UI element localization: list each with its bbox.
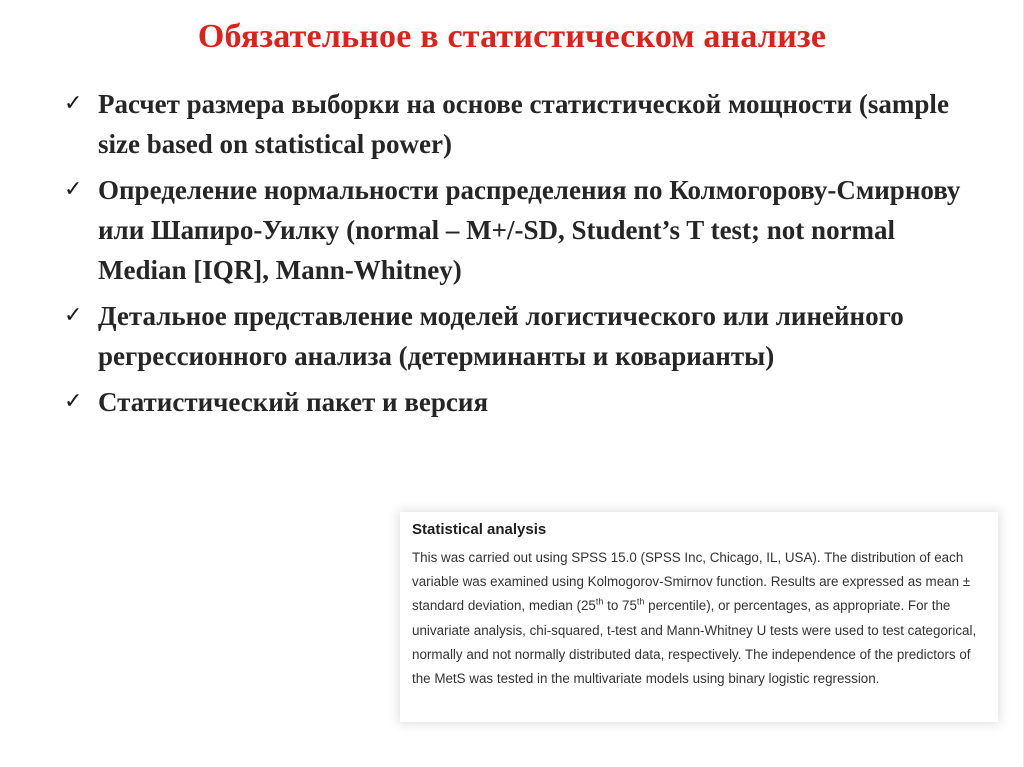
bullet-text: Детальное представление моделей логистического или линейного регрессионного анализа (детерминанты и коварианты) — [98, 301, 904, 371]
checkmark-icon: ✓ — [64, 389, 83, 414]
slide-title: Обязательное в статистическом анализе — [197, 18, 827, 55]
excerpt-text: percentile), or percentages, as appropriate. For the univariate analysis, chi-squared, t-test and Mann-Whitney U tests were used to test categorical, normally and not normally distributed data, respectively. The independence of the predictors of the MetS was tested in the multivariate models using binary logistic regression. — [412, 598, 977, 687]
excerpt-body — [412, 546, 986, 691]
excerpt-text: to 75 — [603, 598, 637, 614]
excerpt-text: This was carried out using SPSS 15.0 (SPSS Inc, Chicago, IL, USA). The distribution of each variable was examined using Kolmogorov-Smirnov function. Results are expressed as mean ± standard deviation, median (25 — [412, 550, 971, 614]
bullet-item — [64, 170, 964, 290]
checkmark-icon: ✓ — [64, 91, 83, 116]
bullet-item — [64, 84, 964, 164]
bullet-item — [64, 296, 964, 376]
bullet-text: Статистический пакет и версия — [98, 387, 489, 417]
excerpt-heading: Statistical analysis — [412, 521, 547, 538]
bullet-item — [64, 382, 964, 422]
bullet-text: Определение нормальности распределения по Колмогорову-Смирнову или Шапиро-Уилку (normal – M+/-SD, Student’s T test; not normal Median [IQR], Mann-Whitney) — [98, 175, 961, 285]
statistical-analysis-excerpt — [400, 512, 998, 722]
checkmark-icon: ✓ — [64, 177, 83, 202]
bullet-text: Расчет размера выборки на основе статистической мощности (sample size based on statistical power) — [98, 89, 949, 159]
checkmark-icon: ✓ — [64, 303, 83, 328]
superscript: th — [636, 596, 645, 607]
bullet-list — [64, 84, 964, 428]
superscript: th — [595, 596, 604, 607]
